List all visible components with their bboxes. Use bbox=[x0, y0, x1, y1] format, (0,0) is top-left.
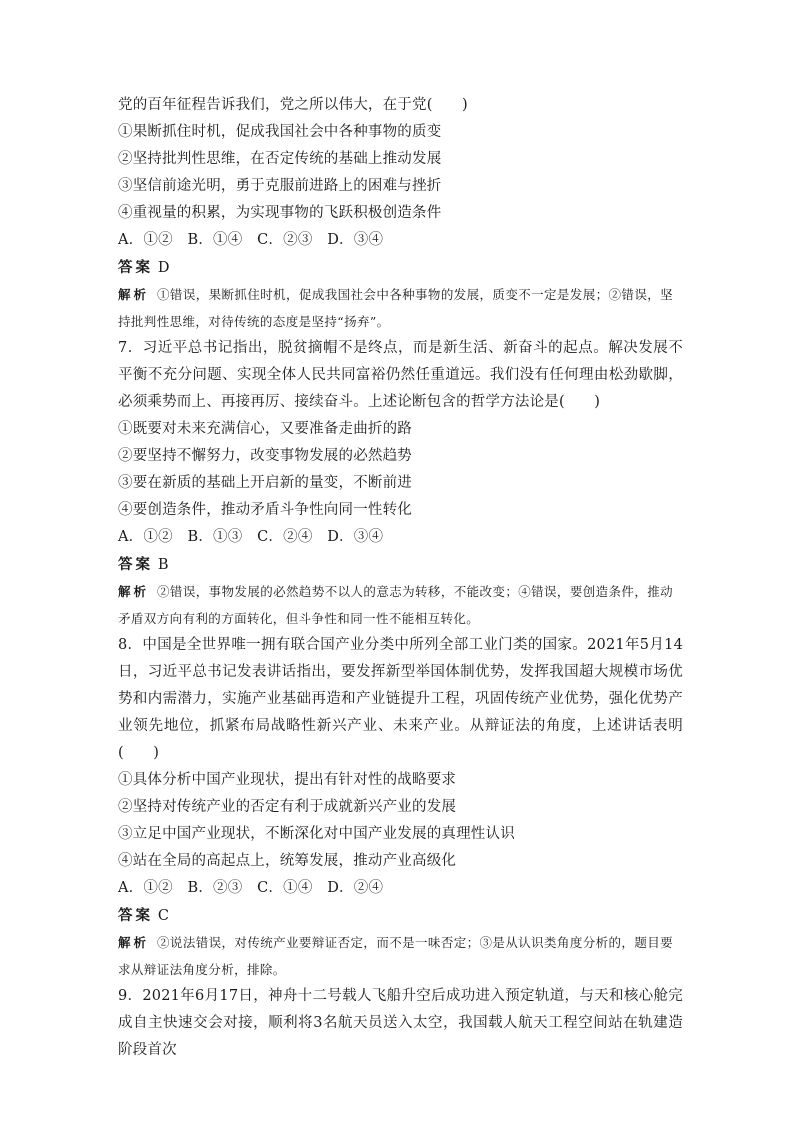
explanation-text: ②说法错误，对传统产业要辩证否定，而不是一味否定；③是从认识类角度分析的，题目要求从辩证法角度分析，排除。 bbox=[118, 935, 674, 977]
answer-label: 答案 bbox=[118, 907, 153, 924]
explanation-label: 解析 bbox=[118, 935, 150, 950]
answer-value: C bbox=[157, 908, 170, 924]
q7-answer bbox=[118, 551, 683, 578]
q6-stem: 党的百年征程告诉我们，党之所以伟大，在于党( ) bbox=[118, 97, 468, 113]
explanation-label: 解析 bbox=[118, 287, 150, 302]
q9-stem: 9．2021年6月17日，神舟十二号载人飞船升空后成功进入预定轨道，与天和核心舱完成自主快速交会对接，顺利将3名航天员送入太空，我国载人航天工程空间站在轨建造阶段首次 bbox=[118, 988, 683, 1058]
q6-item-2: ②坚持批判性思维，在否定传统的基础上推动发展 bbox=[118, 151, 442, 167]
q6-explanation bbox=[118, 281, 683, 335]
answer-value: B bbox=[157, 557, 169, 573]
q7-item-4: ④要创造条件，推动矛盾斗争性向同一性转化 bbox=[118, 502, 412, 518]
q8-item-3: ③立足中国产业现状，不断深化对中国产业发展的真理性认识 bbox=[118, 826, 515, 842]
q6-answer bbox=[118, 254, 683, 281]
explanation-text: ②错误，事物发展的必然趋势不以人的意志为转移，不能改变；④错误，要创造条件，推动矛盾双方向有利的方面转化，但斗争性和同一性不能相互转化。 bbox=[118, 584, 674, 626]
q8-item-2: ②坚持对传统产业的否定有利于成就新兴产业的发展 bbox=[118, 799, 457, 815]
explanation-label: 解析 bbox=[118, 584, 150, 599]
q8-answer bbox=[118, 902, 683, 929]
q7-explanation bbox=[118, 578, 683, 632]
q8-item-4: ④站在全局的高起点上，统筹发展，推动产业高级化 bbox=[118, 853, 457, 869]
q6-item-1: ①果断抓住时机，促成我国社会中各种事物的质变 bbox=[118, 124, 442, 140]
q7-item-2: ②要坚持不懈努力，改变事物发展的必然趋势 bbox=[118, 448, 412, 464]
explanation-text: ①错误，果断抓住时机，促成我国社会中各种事物的发展，质变不一定是发展；②错误，坚持批判性思维，对待传统的态度是坚持“扬弃”。 bbox=[118, 287, 674, 329]
answer-value: D bbox=[157, 260, 170, 276]
q7-stem: 7．习近平总书记指出，脱贫摘帽不是终点，而是新生活、新奋斗的起点。解决发展不平衡不充分问题、实现全体人民共同富裕仍然任重道远。我们没有任何理由松劲歇脚，必须乘势而上、再接再厉、接续奋斗。上述论断包含的哲学方法论是( ) bbox=[118, 340, 683, 410]
q7-item-3: ③要在新质的基础上开启新的量变，不断前进 bbox=[118, 475, 412, 491]
q7-options: A．①② B．①③ C．②④ D．③④ bbox=[118, 529, 384, 545]
document-body bbox=[118, 92, 683, 1064]
answer-label: 答案 bbox=[118, 556, 153, 573]
answer-label: 答案 bbox=[118, 259, 153, 276]
q6-item-4: ④重视量的积累，为实现事物的飞跃积极创造条件 bbox=[118, 205, 442, 221]
q6-options: A．①② B．①④ C．②③ D．③④ bbox=[118, 232, 384, 248]
q8-item-1: ①具体分析中国产业现状，提出有针对性的战略要求 bbox=[118, 772, 457, 788]
q8-stem: 8．中国是全世界唯一拥有联合国产业分类中所列全部工业门类的国家。2021年5月14日，习近平总书记发表讲话指出，要发挥新型举国体制优势，发挥我国超大规模市场优势和内需潜力，实施产业基础再造和产业链提升工程，巩固传统产业优势，强化优势产业领先地位，抓紧布局战略性新兴产业、未来产业。从辩证法的角度，上述讲话表明( ) bbox=[118, 637, 683, 761]
q8-explanation bbox=[118, 929, 683, 983]
q7-item-1: ①既要对未来充满信心，又要准备走曲折的路 bbox=[118, 421, 412, 437]
q6-item-3: ③坚信前途光明，勇于克服前进路上的困难与挫折 bbox=[118, 178, 442, 194]
q8-options: A．①② B．②③ C．①④ D．②④ bbox=[118, 880, 384, 896]
